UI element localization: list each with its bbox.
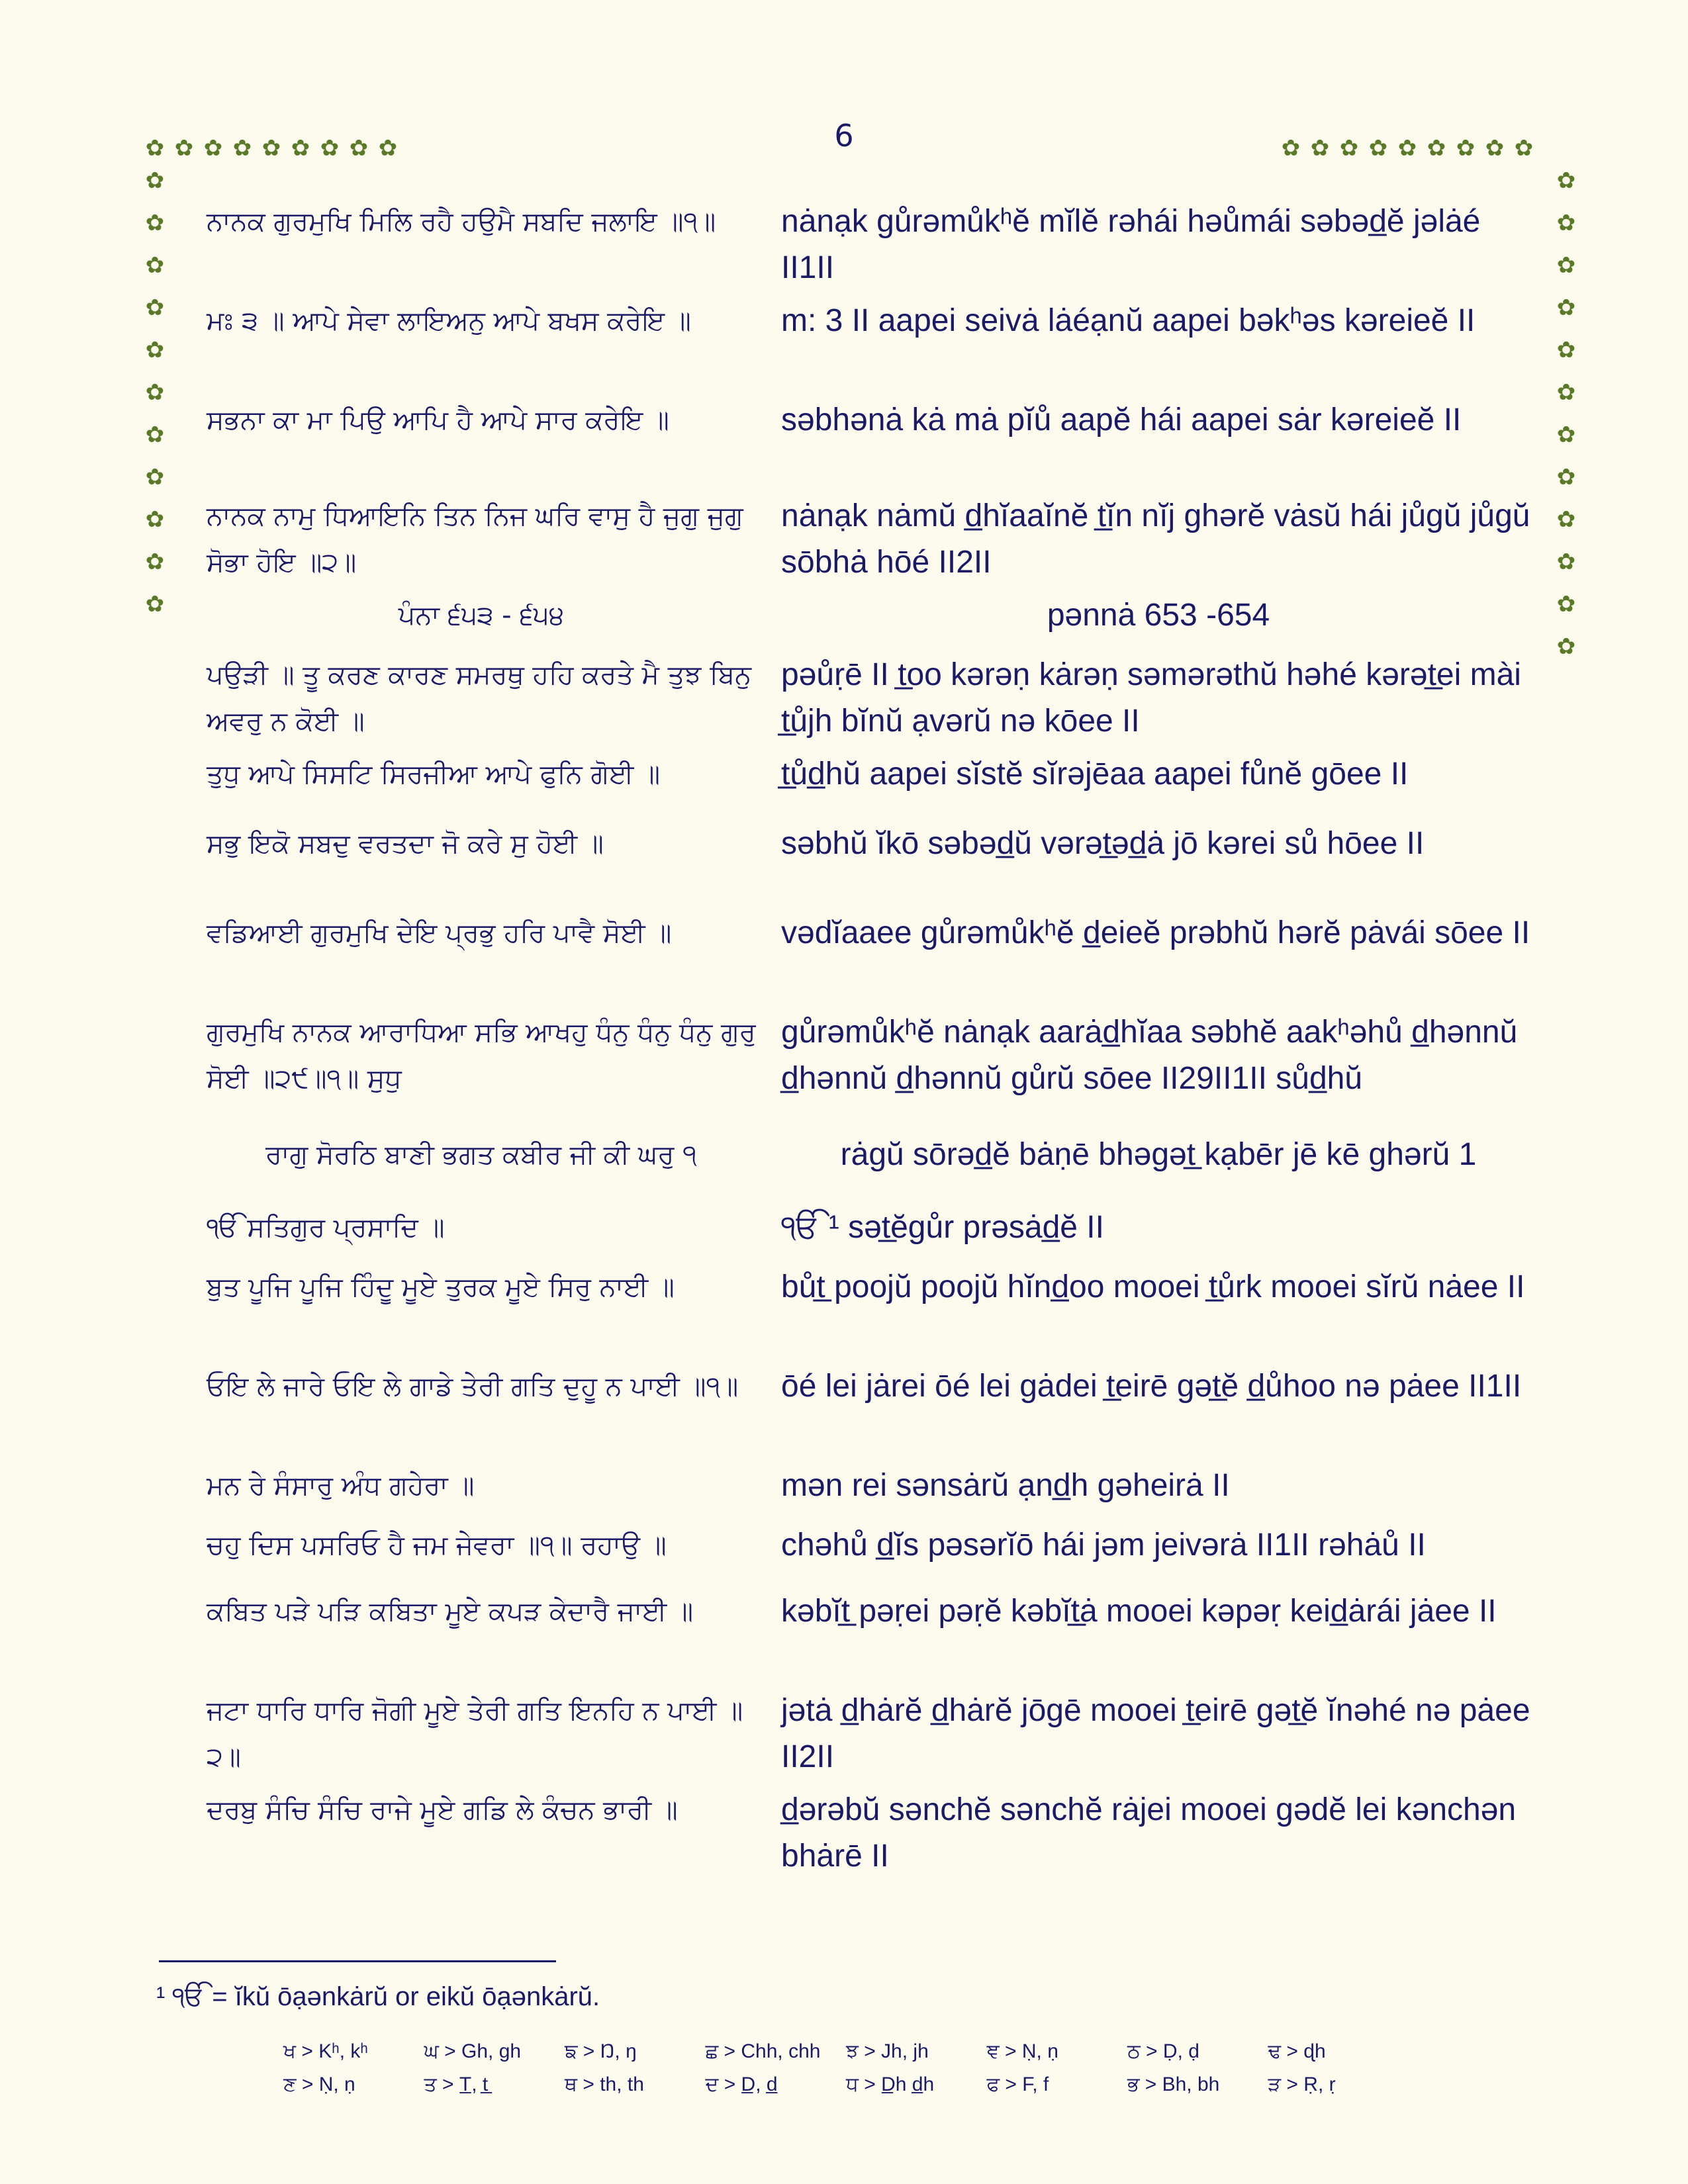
flower-icon: ✿ [1556,379,1576,406]
flower-icon: ✿ [1427,135,1446,161]
legend-item: ਫ > F, f [986,2073,1049,2095]
gurmukhi-heading: ਰਾਗੁ ਸੋਰਠਿ ਬਾਣੀ ਭਗਤ ਕਬੀਰ ਜੀ ਕੀ ਘਰੁ ੧ [265,1140,697,1170]
flower-icon: ✿ [261,135,281,161]
transliteration-text: nȧnạk gůrəmůkʰĕ mĭlĕ rəhái həůmái səbəd̲ĕ jəlȧé II1II [781,204,1481,285]
transliteration-text: ੴ ¹ sət̲ĕgůr prəsȧd̲ĕ II [781,1210,1104,1245]
footnote: ¹ ੴ = ĭkŭ ōạənkȧrŭ or eikŭ ōạənkȧrŭ. [156,1982,600,2011]
transliteration-text: jətȧ d̲hȧrĕ d̲hȧrĕ jōgē mooei t̲eirē gət̲ĕ ĭnəhé nə pȧee II2II [781,1693,1530,1774]
decorative-border-left [143,169,167,635]
flower-icon: ✿ [1397,135,1417,161]
flower-icon: ✿ [145,135,165,161]
legend-item: ਘ > Gh, gh [424,2040,522,2062]
flower-icon: ✿ [145,506,165,533]
legend-item: ਧ > D̲h d̲h [846,2073,935,2095]
gurmukhi-text: ਚਹੁ ਦਿਸ ਪਸਰਿਓ ਹੈ ਜਮ ਜੇਵਰਾ ॥੧॥ ਰਹਾਉ ॥ [207,1530,667,1561]
legend-item: ਝ > Jh, jh [846,2040,929,2062]
flower-icon: ✿ [349,135,369,161]
flower-icon: ✿ [232,135,252,161]
gurmukhi-text: ਤੁਧੁ ਆਪੇ ਸਿਸਟਿ ਸਿਰਜੀਆ ਆਪੇ ਫੁਨਿ ਗੋਈ ॥ [207,759,661,790]
footnote-divider [159,1960,556,1962]
flower-icon: ✿ [1556,464,1576,490]
flower-icon: ✿ [1339,135,1359,161]
flower-icon: ✿ [145,210,165,236]
flower-icon: ✿ [1556,422,1576,448]
legend-item: ਦ > D̲, d̲ [705,2073,778,2095]
transliteration-text: m: 3 II aapei seivȧ lȧéạnŭ aapei bəkʰəs kəreieĕ II [781,303,1476,338]
flower-icon: ✿ [145,252,165,279]
flower-icon: ✿ [1368,135,1388,161]
transliteration-text: vədĭaaee gůrəmůkʰĕ d̲eieĕ prəbhŭ hərĕ pȧvái sōee II [781,915,1530,950]
legend-item: ਛ > Chh, chh [705,2040,821,2062]
transliteration-heading: rȧgŭ sōrəd̲ĕ bȧṇē bhəgət̲ kạbēr jē kē ghərŭ 1 [840,1137,1477,1172]
flower-icon: ✿ [203,135,223,161]
decorative-border-top-right [1279,136,1541,160]
flower-icon: ✿ [1556,549,1576,575]
flower-icon: ✿ [145,295,165,321]
gurmukhi-page-range: ਪੰਨਾ ੬੫੩ - ੬੫੪ [398,600,565,631]
transliteration-text: bůt̲ poojŭ poojŭ hĭnd̲oo mooei t̲ůrk mooei sĭrŭ nȧee II [781,1269,1525,1304]
flower-icon: ✿ [145,549,165,575]
flower-icon: ✿ [1310,135,1330,161]
gurmukhi-text: ਨਾਨਕ ਨਾਮੁ ਧਿਆਇਨਿ ਤਿਨ ਨਿਜ ਘਰਿ ਵਾਸੁ ਹੈ ਜੁਗੁ ਜੁਗੁ ਸੋਭਾ ਹੋਇ ॥੨॥ [207,501,743,578]
gurmukhi-text: ਨਾਨਕ ਗੁਰਮੁਖਿ ਮਿਲਿ ਰਹੈ ਹਉਮੈ ਸਬਦਿ ਜਲਾਇ ॥੧॥ [207,206,716,237]
flower-icon: ✿ [145,464,165,490]
flower-icon: ✿ [320,135,340,161]
flower-icon: ✿ [378,135,398,161]
flower-icon: ✿ [1556,633,1576,660]
flower-icon: ✿ [1281,135,1301,161]
gurmukhi-text: ਜਟਾ ਧਾਰਿ ਧਾਰਿ ਜੋਗੀ ਮੂਏ ਤੇਰੀ ਗਤਿ ਇਨਹਿ ਨ ਪਾਈ ॥੨॥ [207,1696,743,1772]
gurmukhi-text: ਸਭੁ ਇਕੋ ਸਬਦੁ ਵਰਤਦਾ ਜੋ ਕਰੇ ਸੁ ਹੋਈ ॥ [207,829,604,859]
flower-icon: ✿ [1514,135,1534,161]
transliteration-text: nȧnạk nȧmŭ d̲hĭaaĭnĕ t̲ĭn nĭj ghərĕ vȧsŭ hái jůgŭ jůgŭ sōbhȧ hōé II2II [781,498,1530,580]
flower-icon: ✿ [145,591,165,617]
legend-item: ਖ > Kʰ, kʰ [283,2040,368,2062]
flower-icon: ✿ [1556,167,1576,194]
flower-icon: ✿ [1485,135,1505,161]
flower-icon: ✿ [1456,135,1476,161]
flower-icon: ✿ [145,379,165,406]
transliteration-text: pəůṛē II t̲oo kərəṇ kȧrəṇ səmərəthŭ həhé kərət̲ei mài t̲ůjh bĭnŭ ạvərŭ nə kōee II [781,657,1521,739]
transliteration-legend [283,2035,1409,2101]
legend-item: ਤ > T̲, t̲ [424,2073,489,2095]
transliteration-text: mən rei sənsȧrŭ ạnd̲h gəheirȧ II [781,1468,1230,1503]
transliteration-text: ōé lei jȧrei ōé lei gȧdei t̲eirē gət̲ĕ d̲ůhoo nə pȧee II1II [781,1369,1522,1404]
decorative-border-top-left [143,136,405,160]
flower-icon: ✿ [1556,252,1576,279]
legend-item: ਠ > Ḍ, ḍ [1127,2040,1199,2062]
page-number: 6 [834,118,854,154]
flower-icon: ✿ [1556,506,1576,533]
transliteration-text: kəbĭt̲ pəṛei pəṛĕ kəbĭt̲ȧ mooei kəpəṛ keid̲ȧrái jȧee II [781,1594,1497,1629]
gurmukhi-text: ਸਭਨਾ ਕਾ ਮਾ ਪਿਉ ਆਪਿ ਹੈ ਆਪੇ ਸਾਰ ਕਰੇਇ ॥ [207,405,669,435]
flower-icon: ✿ [1556,295,1576,321]
legend-item: ਙ > Ŋ, ŋ [565,2040,637,2062]
flower-icon: ✿ [145,337,165,363]
flower-icon: ✿ [1556,210,1576,236]
flower-icon: ✿ [174,135,194,161]
flower-icon: ✿ [145,422,165,448]
gurmukhi-text: ਓਇ ਲੇ ਜਾਰੇ ਓਇ ਲੇ ਗਾਡੇ ਤੇਰੀ ਗਤਿ ਦੁਹੂ ਨ ਪਾਈ ॥੧॥ [207,1371,739,1402]
transliteration-text: səbhŭ ĭkō səbəd̲ŭ vərət̲əd̲ȧ jō kərei sů hōee II [781,826,1425,861]
gurmukhi-text: ਮਃ ੩ ॥ ਆਪੇ ਸੇਵਾ ਲਾਇਅਨੁ ਆਪੇ ਬਖਸ ਕਰੇਇ ॥ [207,306,691,336]
gurmukhi-text: ੴ ਸਤਿਗੁਰ ਪ੍ਰਸਾਦਿ ॥ [207,1212,445,1243]
gurmukhi-text: ਗੁਰਮੁਖਿ ਨਾਨਕ ਆਰਾਧਿਆ ਸਭਿ ਆਖਹੁ ਧੰਨੁ ਧੰਨੁ ਧੰਨੁ ਗੁਰੁ ਸੋਈ ॥੨੯॥੧॥ ਸੁਧੁ [207,1017,756,1094]
legend-item: ਞ > Ṇ, ṇ [986,2040,1058,2062]
legend-item: ਣ > Ṇ, ṇ [283,2073,355,2095]
gurmukhi-text: ਪਉੜੀ ॥ ਤੂ ਕਰਣ ਕਾਰਣ ਸਮਰਥੁ ਹਹਿ ਕਰਤੇ ਮੈ ਤੁਝ ਬਿਨੁ ਅਵਰੁ ਨ ਕੋਈ ॥ [207,660,751,737]
flower-icon: ✿ [145,167,165,194]
gurmukhi-text: ਦਰਬੁ ਸੰਚਿ ਸੰਚਿ ਰਾਜੇ ਮੂਏ ਗਡਿ ਲੇ ਕੰਚਨ ਭਾਰੀ ॥ [207,1795,678,1825]
gurmukhi-text: ਕਬਿਤ ਪੜੇ ਪੜਿ ਕਬਿਤਾ ਮੂਏ ਕਪੜ ਕੇਦਾਰੈ ਜਾਈ ॥ [207,1596,694,1627]
transliteration-text: səbhənȧ kȧ mȧ pĭů aapĕ hái aapei sȧr kəreieĕ II [781,402,1462,437]
flower-icon: ✿ [291,135,310,161]
legend-item: ਥ > th, th [565,2073,644,2095]
legend-item: ਢ > ɖh [1268,2040,1326,2062]
legend-item: ੜ > Ṛ, ṛ [1268,2073,1336,2095]
flower-icon: ✿ [1556,591,1576,617]
gurmukhi-text: ਬੁਤ ਪੂਜਿ ਪੂਜਿ ਹਿੰਦੂ ਮੂਏ ਤੁਰਕ ਮੂਏ ਸਿਰੁ ਨਾਈ ॥ [207,1272,675,1302]
transliteration-page-range: pənnȧ 653 -654 [1047,598,1270,633]
legend-item: ਭ > Bh, bh [1127,2073,1220,2095]
transliteration-text: chəhů d̲ĭs pəsərĭō hái jəm jeivərȧ II1II rəhȧů II [781,1527,1426,1563]
transliteration-text: t̲ůd̲hŭ aapei sĭstĕ sĭrəjēaa aapei fůnĕ gōee II [781,756,1409,792]
gurmukhi-text: ਵਡਿਆਈ ਗੁਰਮੁਖਿ ਦੇਇ ਪ੍ਰਭੁ ਹਰਿ ਪਾਵੈ ਸੋਈ ॥ [207,918,672,948]
transliteration-text: gůrəmůkʰĕ nȧnạk aarȧd̲hĭaa səbhĕ aakʰəhů d̲hənnŭ d̲hənnŭ d̲hənnŭ gůrŭ sōee II29II1II sůd̲hŭ [781,1015,1518,1096]
gurmukhi-text: ਮਨ ਰੇ ਸੰਸਾਰੁ ਅੰਧ ਗਹੇਰਾ ॥ [207,1471,475,1501]
transliteration-text: d̲ərəbŭ sənchĕ sənchĕ rȧjei mooei gədĕ lei kənchən bhȧrē II [781,1792,1517,1874]
decorative-border-right [1554,169,1578,677]
flower-icon: ✿ [1556,337,1576,363]
